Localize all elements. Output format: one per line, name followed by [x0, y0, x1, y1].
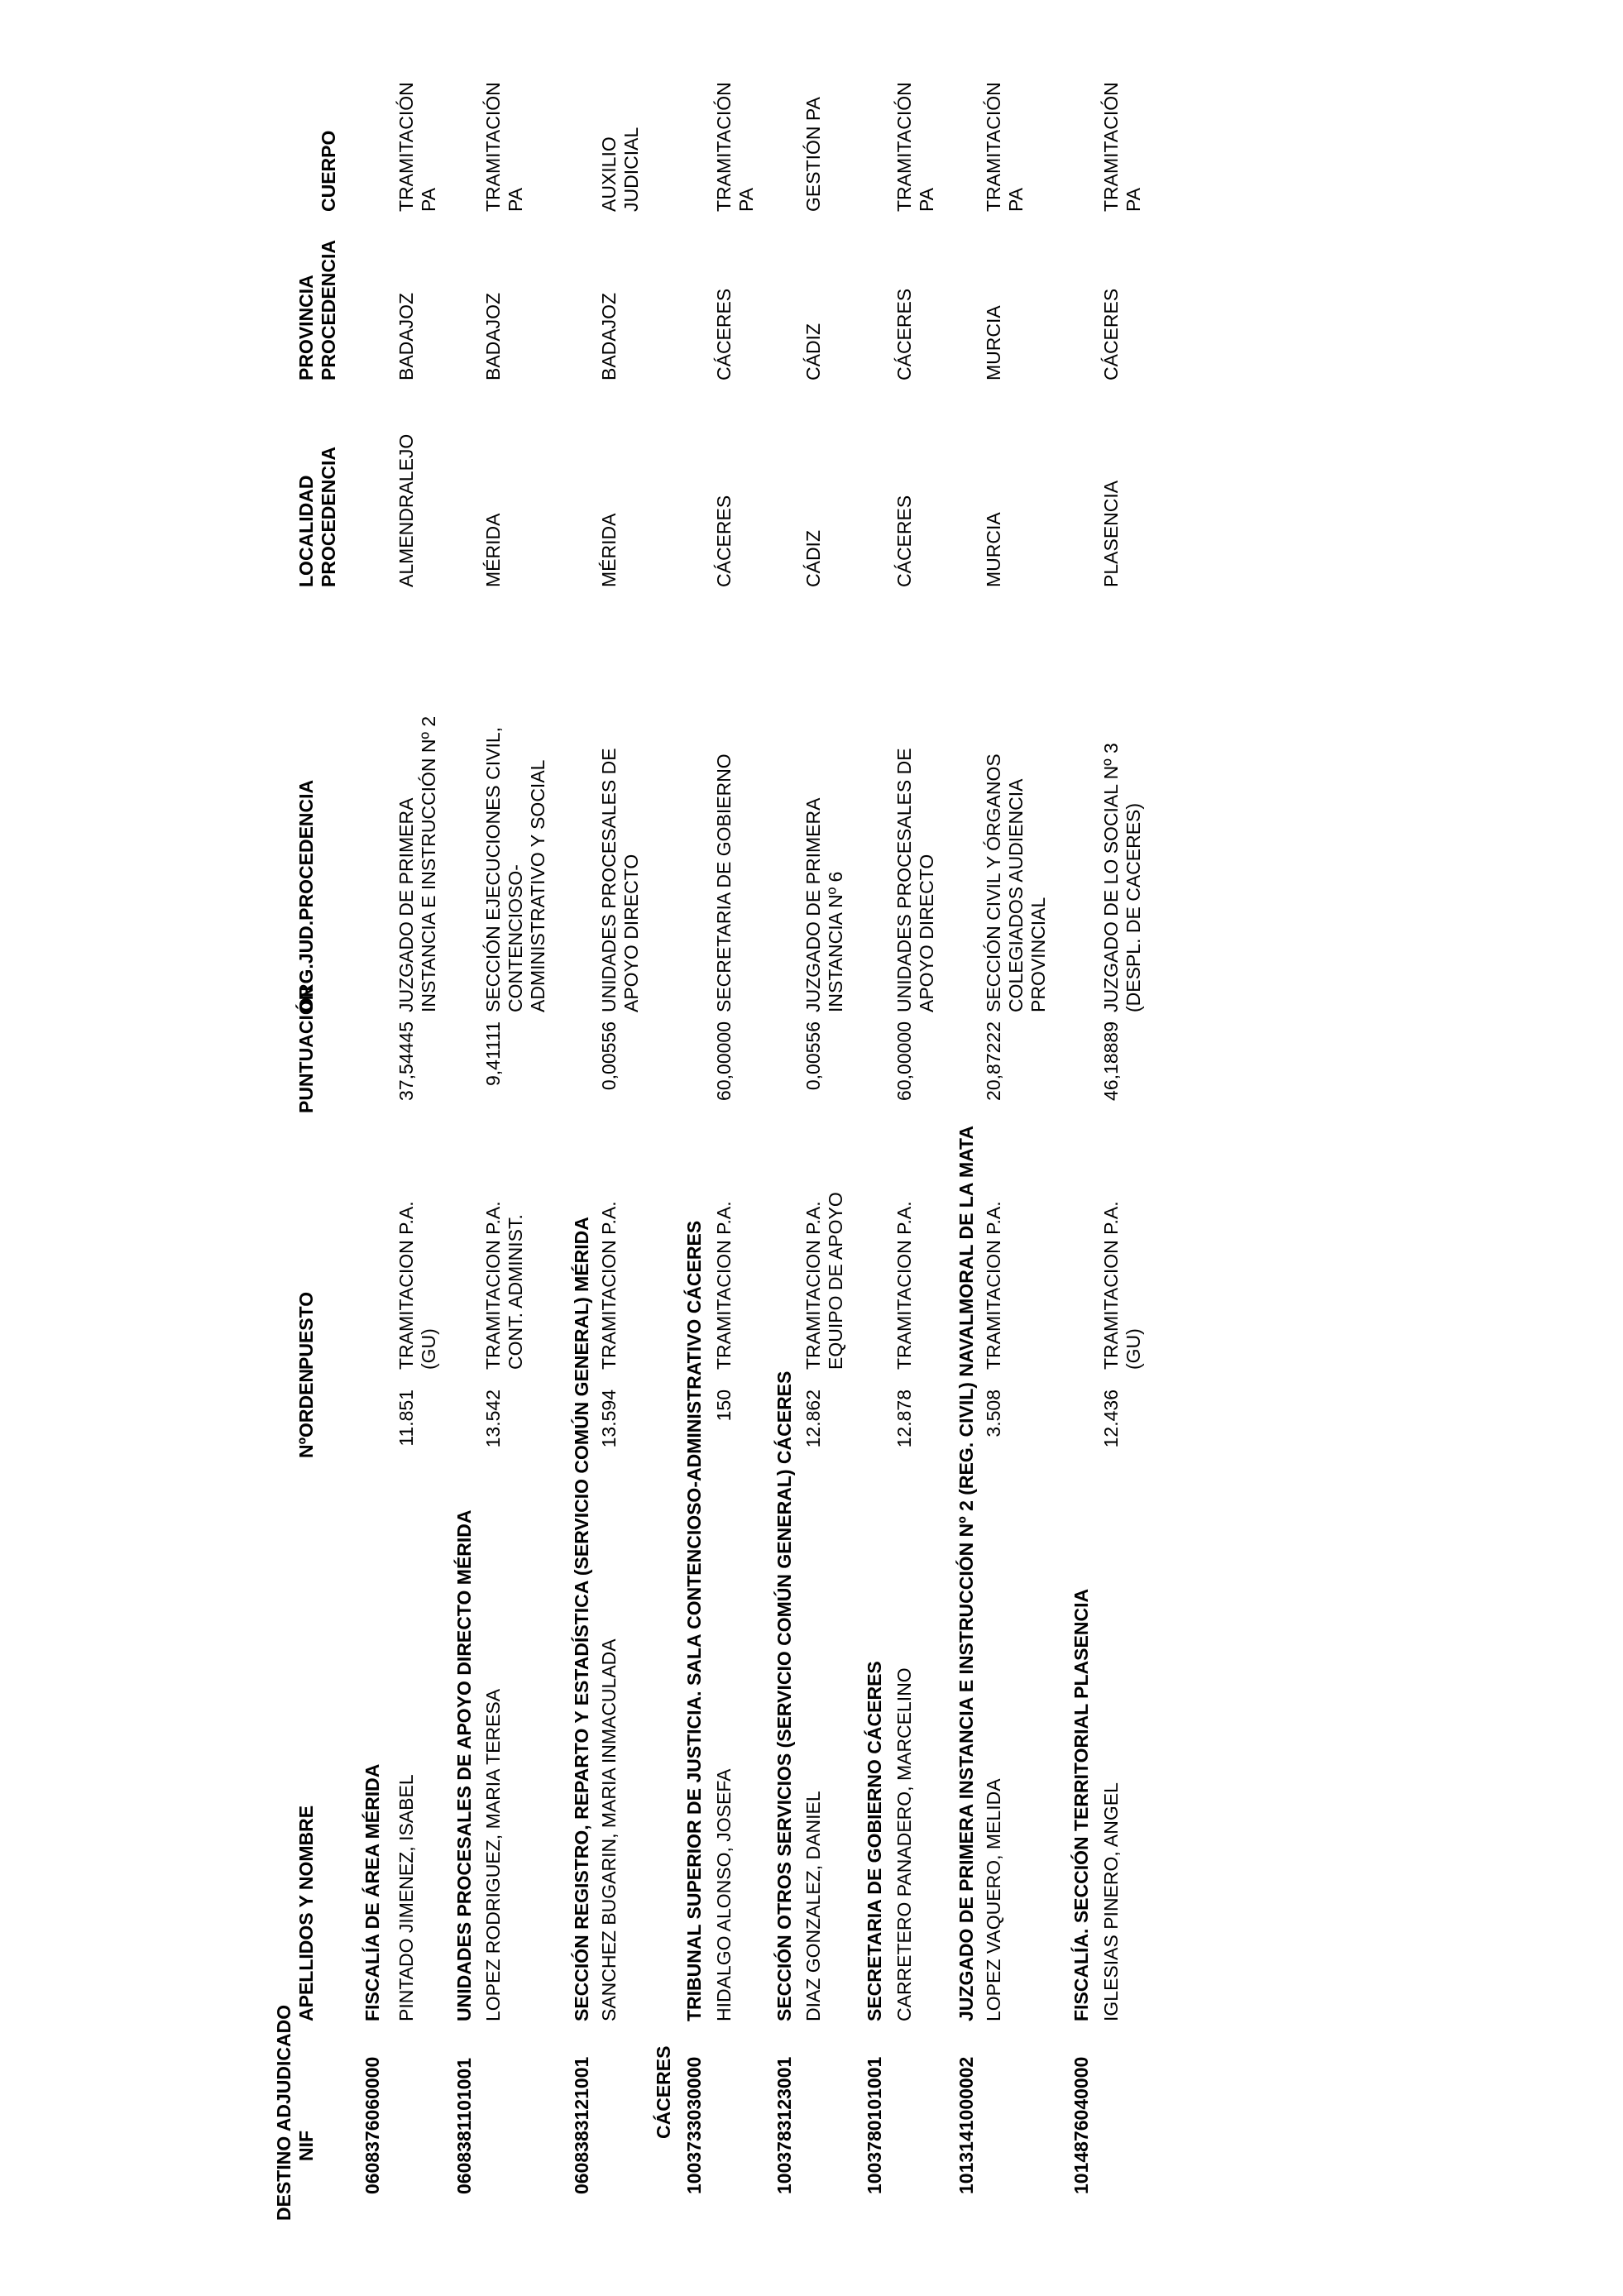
row-norden: 3.508 [983, 1390, 1004, 1437]
row-org-2: INSTANCIA Nº 6 [825, 871, 846, 1012]
row-puesto-1: TRAMITACION P.A. [802, 1201, 824, 1370]
col-header-puntuacion: PUNTUACIÓN [295, 986, 317, 1113]
row-cuerpo-2: PA [735, 188, 757, 212]
row-puesto-2: (GU) [418, 1328, 439, 1370]
destino-code: 1003733030000 [683, 2056, 705, 2194]
row-org-2: COLEGIADOS AUDIENCIA [1005, 778, 1027, 1012]
destino-name: TRIBUNAL SUPERIOR DE JUSTICIA. SALA CONTENCIOSO-ADMINISTRATIVO CÁCERES [683, 1220, 705, 2021]
row-cuerpo-1: TRAMITACIÓN [1100, 82, 1122, 212]
row-org-1: UNIDADES PROCESALES DE [893, 748, 915, 1012]
row-localidad: CÁDIZ [802, 530, 824, 587]
row-norden: 12.862 [802, 1390, 824, 1448]
row-localidad: CÁCERES [713, 495, 735, 587]
row-provincia: MURCIA [983, 305, 1004, 380]
row-nombre: PINTADO JIMENEZ, ISABEL [395, 1774, 417, 2021]
row-org-2: APOYO DIRECTO [620, 854, 642, 1012]
row-cuerpo-2: PA [505, 188, 526, 212]
row-norden: 13.542 [482, 1390, 504, 1448]
row-cuerpo-1: TRAMITACIÓN [983, 82, 1004, 212]
row-puesto-2: (GU) [1123, 1328, 1144, 1370]
row-localidad: MÉRIDA [598, 513, 620, 587]
row-cuerpo-2: PA [1005, 188, 1027, 212]
row-puntuacion: 60,00000 [713, 1021, 735, 1101]
destino-code: 1014876040000 [1070, 2056, 1092, 2194]
col-header-cuerpo: CUERPO [318, 130, 339, 212]
row-puntuacion: 46,18889 [1100, 1021, 1122, 1101]
row-localidad: MURCIA [983, 512, 1004, 587]
row-puntuacion: 0,00556 [598, 1021, 620, 1091]
row-puesto-1: TRAMITACION P.A. [1100, 1201, 1122, 1370]
col-header-provincia-2: PROCEDENCIA [318, 240, 339, 380]
row-org-3: ADMINISTRATIVO Y SOCIAL [527, 759, 548, 1012]
row-cuerpo-1: TRAMITACIÓN [482, 82, 504, 212]
row-org-2: (DESPL. DE CACERES) [1123, 802, 1144, 1012]
destino-name: SECCIÓN REGISTRO, REPARTO Y ESTADÍSTICA (SERVICIO COMÚN GENERAL) MÉRIDA [571, 1217, 592, 2021]
row-puntuacion: 60,00000 [893, 1021, 915, 1101]
row-norden: 11.851 [395, 1390, 417, 1447]
row-puesto-1: TRAMITACION P.A. [598, 1201, 620, 1370]
row-provincia: CÁCERES [1100, 288, 1122, 380]
destino-code: 1003783123001 [773, 2056, 795, 2194]
row-provincia: BADAJOZ [482, 292, 504, 380]
col-header-nif: NIF [295, 2130, 317, 2161]
row-puesto-1: TRAMITACION P.A. [482, 1201, 504, 1370]
row-org-1: SECCIÓN EJECUCIONES CIVIL, [482, 726, 504, 1012]
row-puntuacion: 9,41111 [482, 1021, 504, 1087]
destino-name: SECCIÓN OTROS SERVICIOS (SERVICIO COMÚN GENERAL) CÁCERES [773, 1370, 795, 2021]
row-norden: 12.878 [893, 1390, 915, 1448]
row-nombre: LOPEZ VAQUERO, MELIDA [983, 1778, 1004, 2021]
row-cuerpo-2: JUDICIAL [620, 127, 642, 212]
row-org-2: CONTENCIOSO- [505, 864, 526, 1012]
row-org-1: JUZGADO DE LO SOCIAL Nº 3 [1100, 743, 1122, 1012]
row-cuerpo-2: PA [1123, 188, 1144, 212]
row-cuerpo-1: TRAMITACIÓN [395, 82, 417, 212]
row-puesto-2: CONT. ADMINIST. [505, 1214, 526, 1370]
row-cuerpo-1: TRAMITACIÓN [893, 82, 915, 212]
row-nombre: LOPEZ RODRIGUEZ, MARIA TERESA [482, 1688, 504, 2021]
row-cuerpo-2: PA [916, 188, 937, 212]
row-provincia: CÁDIZ [802, 323, 824, 380]
row-provincia: BADAJOZ [598, 292, 620, 380]
row-org-1: SECCIÓN CIVIL Y ÓRGANOS [983, 753, 1004, 1012]
destino-code: 0608381101001 [453, 2057, 475, 2194]
row-org-1: SECRETARIA DE GOBIERNO [713, 753, 735, 1012]
row-nombre: SANCHEZ BUGARIN, MARIA INMACULADA [598, 1638, 620, 2021]
destino-name: JUZGADO DE PRIMERA INSTANCIA E INSTRUCCIÓN Nº 2 (REG. CIVIL) NAVALMORAL DE LA MATA [955, 1125, 977, 2021]
row-cuerpo-1: GESTIÓN PA [802, 97, 824, 212]
destino-name: FISCALÍA. SECCIÓN TERRITORIAL PLASENCIA [1070, 1588, 1092, 2021]
row-localidad: ALMENDRALEJO [395, 433, 417, 587]
col-header-nombre: APELLIDOS Y NOMBRE [295, 1805, 317, 2021]
row-norden: 12.436 [1100, 1390, 1122, 1448]
destino-code: 1013141000002 [955, 2056, 977, 2194]
row-org-3: PROVINCIAL [1027, 897, 1049, 1012]
col-header-provincia-1: PROVINCIA [295, 275, 317, 380]
destino-adjudicado-header: DESTINO ADJUDICADO [273, 2004, 294, 2221]
row-puntuacion: 37,54445 [395, 1021, 417, 1101]
row-provincia: BADAJOZ [395, 292, 417, 380]
row-puesto-1: TRAMITACION P.A. [983, 1201, 1004, 1370]
destino-code: 1003780101001 [864, 2056, 885, 2194]
row-nombre: CARRETERO PANADERO, MARCELINO [893, 1667, 915, 2021]
destino-name: FISCALÍA DE ÁREA MÉRIDA [361, 1763, 383, 2021]
row-norden: 150 [713, 1390, 735, 1422]
col-header-localidad-1: LOCALIDAD [295, 475, 317, 587]
row-puesto-1: TRAMITACION P.A. [893, 1201, 915, 1370]
province-heading: CÁCERES [653, 2045, 674, 2139]
row-org-2: APOYO DIRECTO [916, 854, 937, 1012]
row-org-1: UNIDADES PROCESALES DE [598, 748, 620, 1012]
col-header-puesto: PUESTO [295, 1291, 317, 1370]
col-header-localidad-2: PROCEDENCIA [318, 447, 339, 587]
row-provincia: CÁCERES [893, 288, 915, 380]
row-localidad: PLASENCIA [1100, 480, 1122, 587]
row-localidad: MÉRIDA [482, 513, 504, 587]
row-cuerpo-1: AUXILIO [598, 136, 620, 212]
row-nombre: HIDALGO ALONSO, JOSEFA [713, 1768, 735, 2021]
row-nombre: IGLESIAS PINERO, ANGEL [1100, 1782, 1122, 2021]
row-puesto-1: TRAMITACION P.A. [395, 1201, 417, 1370]
row-cuerpo-1: TRAMITACIÓN [713, 82, 735, 212]
destino-name: SECRETARIA DE GOBIERNO CÁCERES [864, 1661, 885, 2021]
row-org-1: JUZGADO DE PRIMERA [802, 797, 824, 1012]
col-header-org: ORG.JUD.PROCEDENCIA [295, 779, 317, 1012]
row-cuerpo-2: PA [418, 188, 439, 212]
row-localidad: CÁCERES [893, 495, 915, 587]
row-org-1: JUZGADO DE PRIMERA [395, 797, 417, 1012]
destino-code: 0608383121001 [571, 2056, 592, 2194]
row-puntuacion: 20,87222 [983, 1021, 1004, 1101]
destino-name: UNIDADES PROCESALES DE APOYO DIRECTO MÉRIDA [453, 1509, 475, 2021]
row-nombre: DIAZ GONZALEZ, DANIEL [802, 1791, 824, 2021]
row-puesto-2: EQUIPO DE APOYO [825, 1192, 846, 1370]
row-puesto-1: TRAMITACION P.A. [713, 1201, 735, 1370]
row-puntuacion: 0,00556 [802, 1021, 824, 1091]
row-provincia: CÁCERES [713, 288, 735, 380]
row-norden: 13.594 [598, 1390, 620, 1448]
col-header-norden: NºORDEN [295, 1368, 317, 1458]
destino-code: 0608376060000 [361, 2056, 383, 2194]
row-org-2: INSTANCIA E INSTRUCCIÓN Nº 2 [418, 715, 439, 1012]
